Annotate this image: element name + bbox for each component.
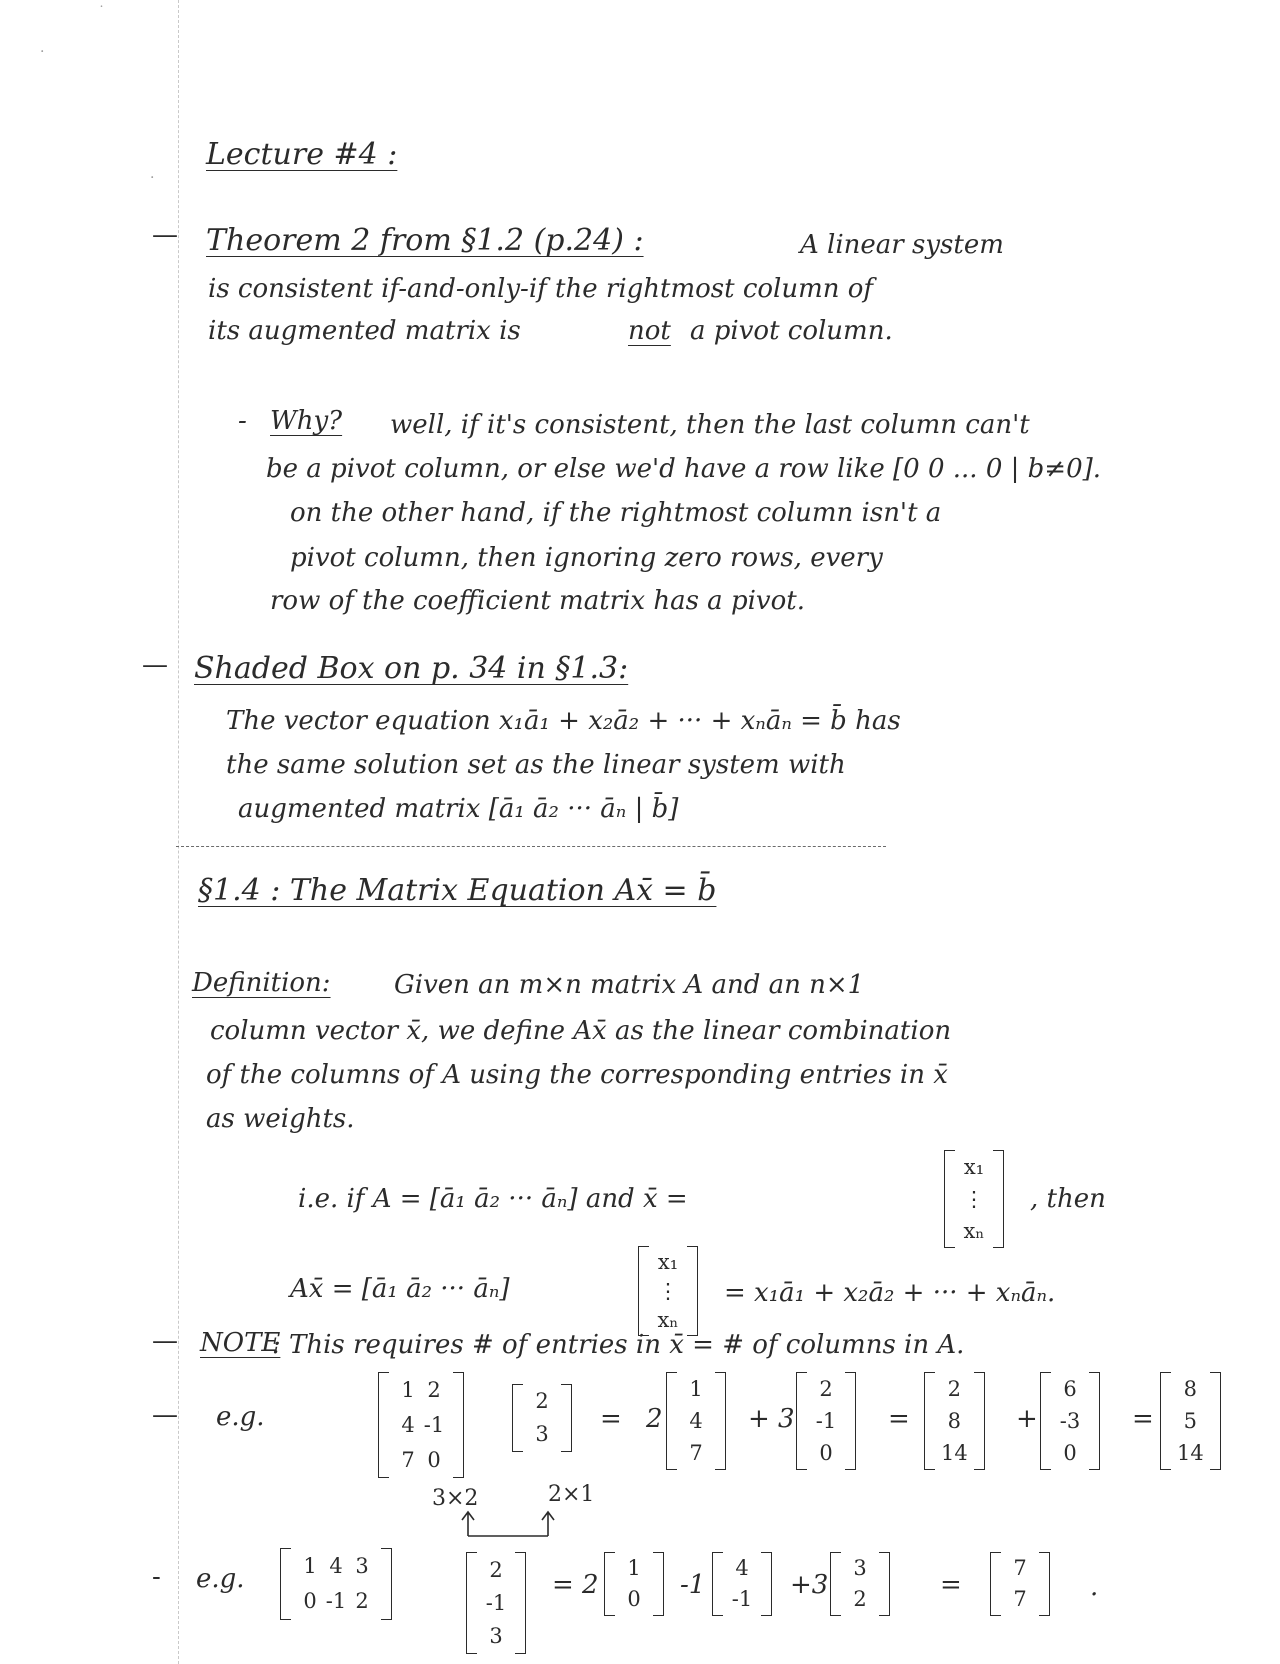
- column-vector: 1 0: [604, 1552, 664, 1616]
- equals-sign: =: [1132, 1404, 1154, 1434]
- result-vector: 7 7: [990, 1552, 1050, 1616]
- column-vector: 1 4 7: [666, 1372, 726, 1470]
- definition-line: of the columns of A using the corresponding entries in x̄: [206, 1060, 948, 1090]
- coefficient: = 2: [552, 1570, 599, 1600]
- theorem-line: A linear system: [800, 230, 1004, 260]
- edge-mark: ˙: [98, 4, 105, 20]
- lecture-title: Lecture #4 :: [206, 137, 398, 172]
- result-vector: 8 5 14: [1160, 1372, 1221, 1470]
- shaded-line: augmented matrix [ā₁ ā₂ ··· āₙ | b̄]: [238, 794, 679, 824]
- x-vector: x₁ ⋮ xₙ: [944, 1150, 1004, 1248]
- ie-prefix: i.e. if A = [ā₁ ā₂ ··· āₙ] and x̄ =: [298, 1184, 688, 1214]
- note-label: NOTE: [200, 1328, 281, 1358]
- theorem-line: is consistent if-and-only-if the rightmost column of: [208, 274, 874, 304]
- vector-x: 2 3: [512, 1384, 572, 1452]
- coefficient: -1: [680, 1570, 706, 1600]
- dimension-link-arrow: [460, 1506, 560, 1540]
- theorem-emphasis: not: [628, 316, 671, 346]
- column-vector: 4 -1: [712, 1552, 772, 1616]
- matrix-a: 1 0 4 -1 3 2: [280, 1548, 392, 1620]
- column-vector: 3 2: [830, 1552, 890, 1616]
- coefficient: + 3: [748, 1404, 795, 1434]
- column-vector: 6 -3 0: [1040, 1372, 1100, 1470]
- section-heading: §1.4 : The Matrix Equation Ax̄ = b̄: [198, 873, 717, 908]
- why-label: Why?: [270, 406, 343, 436]
- x-vector: x₁ ⋮ xₙ: [638, 1246, 698, 1336]
- why-line: be a pivot column, or else we'd have a row like [0 0 ... 0 | b≠0].: [266, 454, 1102, 484]
- why-line: well, if it's consistent, then the last column can't: [390, 410, 1030, 440]
- theorem-heading: Theorem 2 from §1.2 (p.24) :: [206, 223, 644, 258]
- plus-sign: +: [1016, 1404, 1038, 1434]
- section-divider: [176, 846, 886, 847]
- shaded-line: the same solution set as the linear system with: [226, 750, 846, 780]
- why-line: pivot column, then ignoring zero rows, every: [290, 543, 883, 573]
- ie-suffix: , then: [1030, 1184, 1106, 1214]
- why-line: row of the coefficient matrix has a pivot.: [270, 586, 805, 616]
- ax-lhs: Ax̄ = [ā₁ ā₂ ··· āₙ]: [290, 1274, 510, 1304]
- bullet-dash: —: [152, 220, 178, 250]
- example-label: e.g.: [216, 1402, 265, 1432]
- ax-rhs: = x₁ā₁ + x₂ā₂ + ··· + xₙāₙ.: [724, 1278, 1056, 1308]
- shaded-line: The vector equation x₁ā₁ + x₂ā₂ + ··· + xₙāₙ = b̄ has: [226, 706, 901, 736]
- dimension-label: 3×2: [432, 1486, 479, 1511]
- equals-sign: =: [600, 1404, 622, 1434]
- edge-mark: ·: [150, 170, 155, 186]
- coefficient: 2: [646, 1404, 663, 1434]
- margin-line: [178, 0, 179, 1664]
- period: .: [1090, 1572, 1099, 1602]
- equals-sign: =: [940, 1570, 962, 1600]
- equals-sign: =: [888, 1404, 910, 1434]
- edge-mark: ·: [40, 44, 45, 60]
- why-line: on the other hand, if the rightmost column isn't a: [290, 498, 942, 528]
- bullet-dash: —: [152, 1400, 178, 1430]
- bullet-dash: -: [238, 406, 247, 436]
- definition-line: Given an m×n matrix A and an n×1: [394, 970, 865, 1000]
- coefficient: +3: [790, 1570, 829, 1600]
- theorem-line: its augmented matrix is: [208, 316, 521, 346]
- note-text: : This requires # of entries in x̄ = # of columns in A.: [272, 1330, 965, 1360]
- bullet-dash: —: [152, 1326, 178, 1356]
- dimension-label: 2×1: [548, 1482, 595, 1507]
- vector-x: 2 -1 3: [466, 1552, 526, 1654]
- theorem-line: a pivot column.: [690, 316, 893, 346]
- definition-line: column vector x̄, we define Ax̄ as the linear combination: [210, 1016, 952, 1046]
- example-label: e.g.: [196, 1564, 245, 1594]
- bullet-dash: -: [152, 1562, 161, 1592]
- column-vector: 2 8 14: [924, 1372, 985, 1470]
- definition-line: as weights.: [206, 1104, 355, 1134]
- definition-label: Definition:: [192, 968, 331, 998]
- shaded-heading: Shaded Box on p. 34 in §1.3:: [194, 651, 629, 686]
- matrix-a: 1 4 7 2 -1 0: [378, 1372, 464, 1478]
- bullet-dash: —: [142, 650, 168, 680]
- column-vector: 2 -1 0: [796, 1372, 856, 1470]
